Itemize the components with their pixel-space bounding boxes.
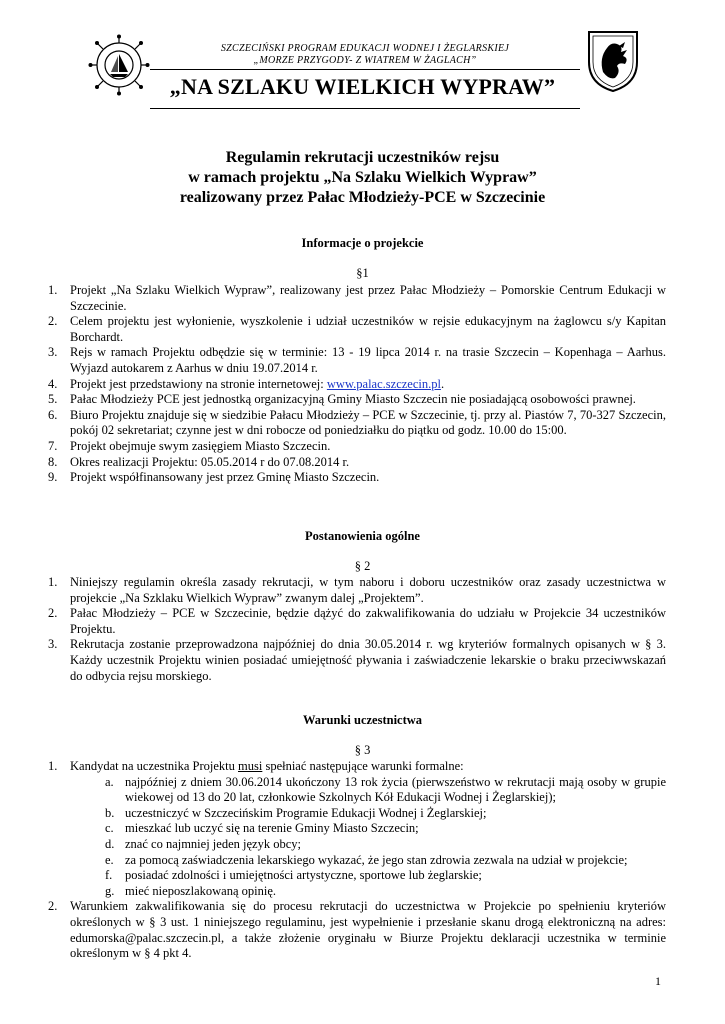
list-item: 3. Rekrutacja zostanie przeprowadzona najpóźniej do dnia 30.05.2014 r. wg kryteriów formalnych opisanych w § 3. Każdy uczestnik Projektu winien posiadać umiejętność pływania i zaświadczenie lekarskie o braku przeciwwskazań do odbycia rejsu morskiego.: [48, 637, 666, 683]
list-item: 5. Pałac Młodzieży PCE jest jednostką organizacyjną Gminy Miasto Szczecin nie posiadającą osobowości prawnej.: [48, 392, 636, 407]
section1-list: [48, 283, 666, 486]
sublist-item: c. mieszkać lub uczyć się na terenie Gminy Miasto Szczecin;: [105, 821, 419, 836]
griffin-crest-icon: [585, 28, 641, 94]
section-heading-conditions: Warunki uczestnictwa: [302, 713, 423, 727]
paragraph-mark-3: § 3: [354, 743, 371, 757]
ship-wheel-logo-icon: [88, 34, 150, 96]
program-subtitle: „MORZE PRZYGODY- Z WIATREM W ŻAGLACH”: [253, 55, 477, 66]
header-rule-bottom: [150, 108, 580, 109]
page-number: 1: [655, 974, 661, 988]
section-heading-general: Postanowienia ogólne: [305, 529, 420, 543]
list-item: 6. Biuro Projektu znajduje się w siedzibie Pałacu Młodzieży – PCE w Szczecinie, tj. przy al. Piastów 7, 70-327 Szczecin, pokój 02 sekretariat; czynne jest w dni robocze od poniedziałku do piątku od godz. 10.00 do 15:00.: [48, 407, 666, 438]
list-item: 7. Projekt obejmuje swym zasięgiem Miasto Szczecin.: [48, 438, 331, 453]
sublist-item: b. uczestniczyć w Szczecińskim Programie Edukacji Wodnej i Żeglarskiej;: [105, 805, 487, 820]
section-heading-info: Informacje o projekcie: [301, 236, 424, 250]
sublist-item: g. mieć nieposzlakowaną opinię.: [105, 883, 276, 898]
section2-list: [48, 575, 666, 684]
list-item: 2. Warunkiem zakwalifikowania się do procesu rekrutacji do uczestnictwa w Projekcie po spełnieniu kryteriów określonych w § 3 ust. 1 niniejszego regulaminu, jest wypełnienie i przesłanie skanu drogą elektroniczną na adres: edumorska@palac.szczecin.pl, a także złożenie oryginału w Biurze Projektu deklaracji uczestnika w terminie określonym w § 4 pkt 4.: [48, 899, 666, 961]
document-title: [100, 148, 625, 208]
list-item: 2. Celem projektu jest wyłonienie, wyszkolenie i udział uczestników w rejsie edukacyjnym na żaglowcu s/y Kapitan Borchardt.: [48, 314, 666, 344]
page-header: [0, 0, 725, 115]
list-item: 1. Niniejszy regulamin określa zasady rekrutacji, w tym naboru i doboru uczestników oraz zasady uczestnictwa w projekcie „Na Szklaku Wielkich Wypraw” zwanym dalej „Projektem”.: [48, 575, 666, 605]
document-title-line1: Regulamin rekrutacji uczestników rejsu: [225, 149, 500, 166]
document-title-line3: realizowany przez Pałac Młodzieży-PCE w Szczecinie: [179, 189, 546, 206]
document-title-line2: w ramach projektu „Na Szlaku Wielkich Wypraw”: [188, 169, 537, 186]
list-item: 8. Okres realizacji Projektu: 05.05.2014 r do 07.08.2014 r.: [48, 454, 350, 469]
section3-list: [48, 759, 666, 962]
list-item: 9. Projekt współfinansowany jest przez Gminę Miasto Szczecin.: [48, 470, 380, 485]
paragraph-mark-1: §1: [356, 266, 369, 280]
emphasis-must: musi: [238, 759, 263, 773]
sublist-item: e. za pomocą zaświadczenia lekarskiego wykazać, że jego stan zdrowia zezwala na udział w projekcie;: [105, 852, 628, 867]
paragraph-mark-2: § 2: [354, 559, 371, 573]
conditions-sublist: [70, 775, 666, 900]
sublist-item: d. znać co najmniej jeden język obcy;: [105, 836, 301, 851]
program-name: SZCZECIŃSKI PROGRAM EDUKACJI WODNEJ I ŻEGLARSKIEJ: [220, 43, 510, 54]
list-item: 1. Projekt „Na Szlaku Wielkich Wypraw”, realizowany jest przez Pałac Młodzieży – Pomorskie Centrum Edukacji w Szczecinie.: [48, 283, 666, 313]
list-item: 3. Rejs w ramach Projektu odbędzie się w terminie: 13 - 19 lipca 2014 r. na trasie Szczecin – Kopenhaga – Aarhus. Wyjazd autokarem z Aarhus w dniu 19.07.2014 r.: [48, 345, 666, 375]
sublist-item: f. posiadać zdolności i umiejętności artystyczne, sportowe lub żeglarskie;: [105, 868, 482, 883]
list-item: 2. Pałac Młodzieży – PCE w Szczecinie, będzie dążyć do zakwalifikowania do udziału w Projekcie 34 uczestników Projektu.: [48, 606, 666, 636]
list-item: 1. Kandydat na uczestnika Projektu musi spełniać następujące warunki formalne: a. najpóźniej z dniem 30.06.2014 ukończony 13 rok życia (pierwszeństwo w rekrutacji mają osoby w grupie wiekowej od 13 do 20 lat, członkowie Szkolnych Kół Edukacji Wodnej i Żeglarskiej); b. uczestniczyć w Szczecińskim Programie Edukacji Wodnej i Żeglarskiej; c. mieszkać lub uczyć się na terenie Gminy Miasto Szczecin; d. znać co najmniej jeden język obcy; e. za pomocą zaświadczenia lekarskiego wykazać, że jego stan zdrowia zezwala na udział w projekcie; f. posiadać zdolności i umiejętności artystyczne, sportowe lub żeglarskie; g. mieć nieposzlakowaną opinię.: [48, 759, 666, 898]
website-link[interactable]: www.palac.szczecin.pl: [326, 376, 441, 391]
header-rule-top: [150, 69, 580, 70]
sublist-item: a. najpóźniej z dniem 30.06.2014 ukończony 13 rok życia (pierwszeństwo w rekrutacji mają osoby w grupie wiekowej od 13 do 20 lat, członkowie Szkolnych Kół Edukacji Wodnej i Żeglarskiej);: [105, 774, 666, 805]
project-title: „NA SZLAKU WIELKICH WYPRAW”: [169, 74, 556, 99]
list-item: 4. Projekt jest przedstawiony na stronie internetowej: www.palac.szczecin.pl.: [48, 376, 445, 391]
